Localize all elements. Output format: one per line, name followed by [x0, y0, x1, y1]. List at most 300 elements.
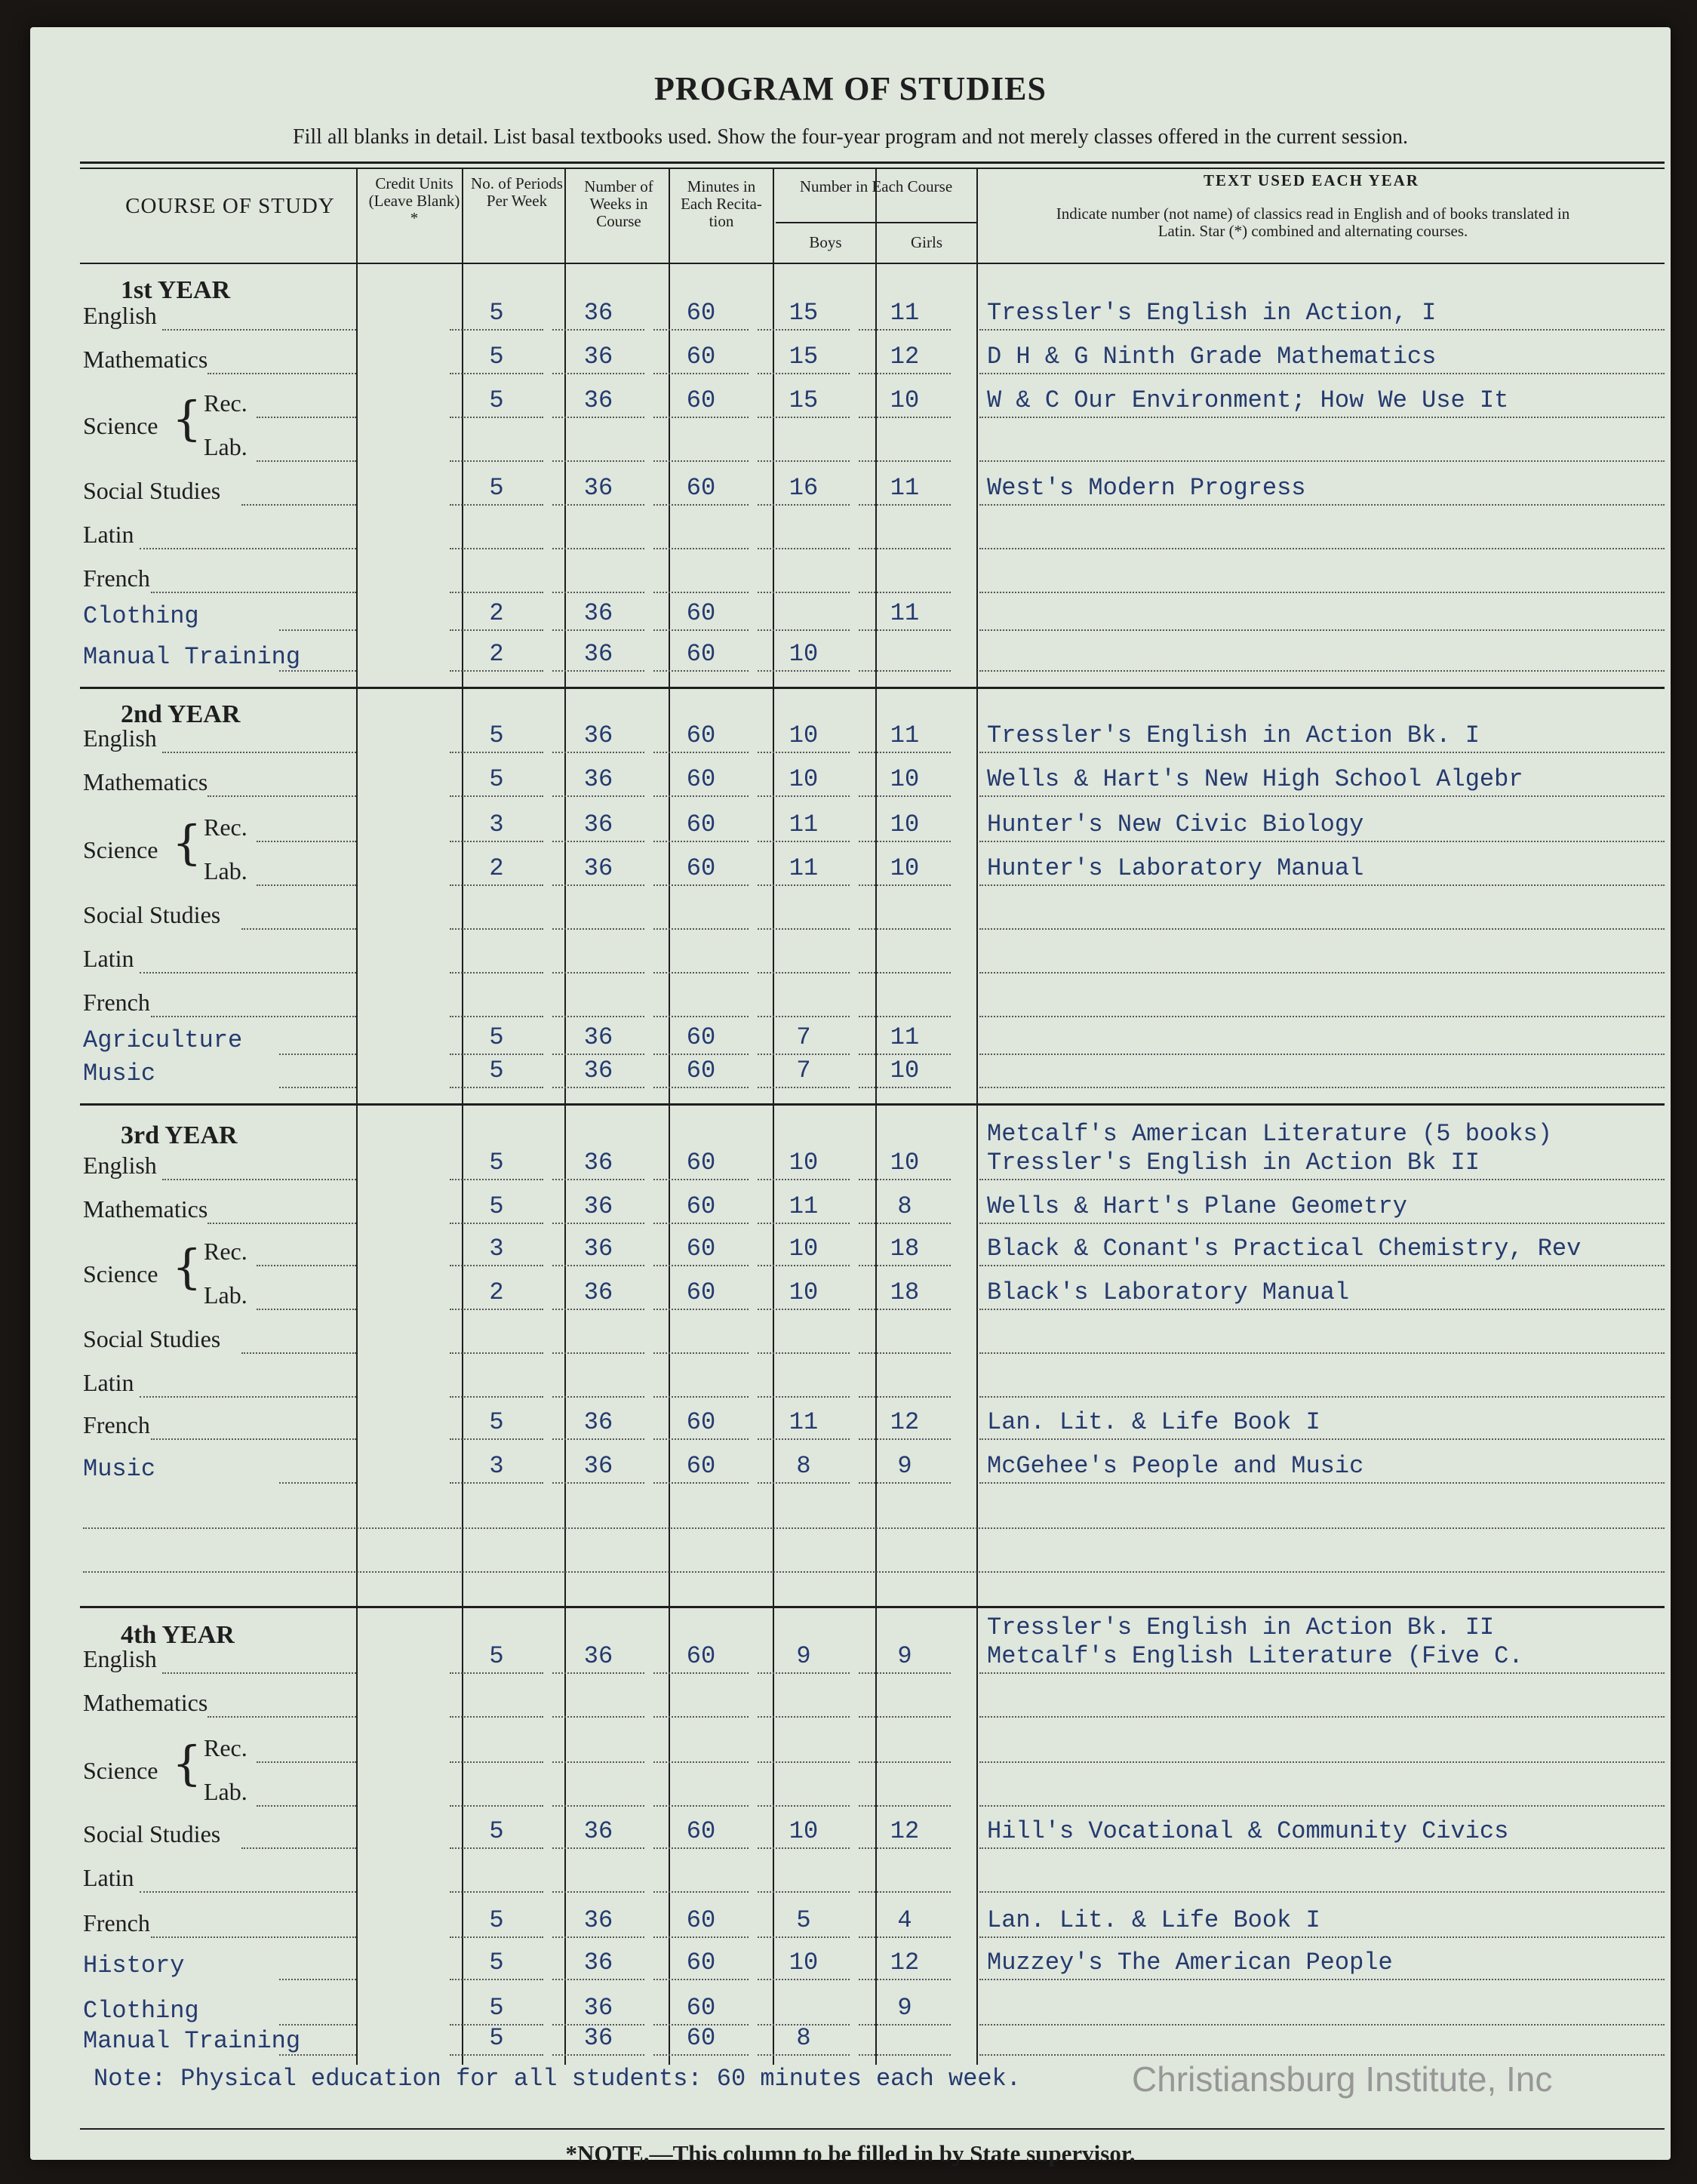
- cell-boys: 10: [789, 1817, 819, 1845]
- cell-boys: 10: [789, 765, 819, 793]
- text-used: Lan. Lit. & Life Book I: [987, 1408, 1320, 1436]
- cell-leader: [859, 373, 951, 374]
- subject-leader: [279, 1979, 356, 1980]
- cell-leader: [552, 884, 644, 886]
- subject-leader: [257, 841, 356, 842]
- subject-leader: [279, 670, 356, 672]
- subject-label: Lab.: [204, 857, 247, 884]
- cell-leader: [758, 1054, 850, 1055]
- subject-label: Mathematics: [83, 1689, 208, 1716]
- cell-leader: [450, 795, 543, 797]
- cell-periods: 5: [489, 474, 504, 502]
- cell-minutes: 60: [686, 1023, 716, 1051]
- cell-girls: 11: [890, 721, 920, 749]
- cell-leader: [758, 752, 850, 753]
- cell-boys: 11: [789, 811, 819, 838]
- cell-leader: [653, 795, 749, 797]
- cell-leader: [653, 884, 749, 886]
- subject-label: Mathematics: [83, 768, 208, 795]
- cell-leader: [859, 329, 951, 331]
- cell-leader: [552, 1716, 644, 1718]
- cell-boys: 8: [796, 1452, 811, 1480]
- science-label: Science: [83, 1260, 158, 1287]
- cell-leader: [450, 2054, 543, 2056]
- cell-leader: [859, 1936, 951, 1938]
- cell-boys: 7: [796, 1057, 811, 1084]
- text-leader: [979, 1847, 1665, 1849]
- column-rule: [875, 168, 877, 2065]
- text-leader: [979, 752, 1665, 753]
- cell-leader: [653, 1482, 749, 1484]
- subject-label: Social Studies: [83, 1325, 221, 1352]
- text-used: Wells & Hart's Plane Geometry: [987, 1192, 1407, 1220]
- cell-weeks: 36: [583, 1949, 613, 1976]
- text-leader: [979, 972, 1665, 974]
- subject-label: Rec.: [204, 1734, 247, 1761]
- brace: {: [172, 391, 202, 446]
- cell-weeks: 36: [583, 1235, 613, 1263]
- cell-leader: [653, 1438, 749, 1440]
- text-used: Hunter's New Civic Biology: [987, 811, 1364, 838]
- cell-leader: [552, 1847, 644, 1849]
- cell-leader: [552, 329, 644, 331]
- header-number-each: Number in Each Course: [799, 177, 953, 195]
- cell-leader: [653, 592, 749, 593]
- text-leader: [979, 1396, 1665, 1398]
- cell-periods: 2: [489, 640, 504, 668]
- cell-leader: [758, 928, 850, 930]
- subject-label: Rec.: [204, 814, 247, 841]
- cell-leader: [859, 592, 951, 593]
- cell-leader: [758, 1438, 850, 1440]
- cell-leader: [758, 1891, 850, 1893]
- cell-leader: [859, 1891, 951, 1893]
- subject-label: Manual Training: [83, 643, 301, 671]
- cell-leader: [758, 1847, 850, 1849]
- text-leader: [979, 1179, 1665, 1180]
- cell-periods: 3: [489, 1235, 504, 1263]
- subject-leader: [257, 884, 356, 886]
- text-leader: [979, 1352, 1665, 1354]
- subject-label: Lab.: [204, 433, 247, 460]
- subject-leader: [279, 2024, 356, 2026]
- cell-leader: [450, 1309, 543, 1310]
- cell-leader: [450, 928, 543, 930]
- cell-weeks: 36: [583, 854, 613, 882]
- cell-leader: [552, 1805, 644, 1807]
- cell-leader: [653, 841, 749, 842]
- cell-leader: [450, 1223, 543, 1224]
- cell-boys: 5: [796, 1906, 811, 1934]
- cell-minutes: 60: [686, 1949, 716, 1976]
- cell-minutes: 60: [686, 854, 716, 882]
- cell-leader: [859, 2054, 951, 2056]
- cell-weeks: 36: [583, 1994, 613, 2022]
- cell-minutes: 60: [686, 1906, 716, 1934]
- subject-label: History: [83, 1952, 185, 1979]
- cell-leader: [758, 884, 850, 886]
- subject-leader: [208, 373, 356, 374]
- text-leader: [979, 795, 1665, 797]
- cell-leader: [758, 1716, 850, 1718]
- cell-leader: [758, 504, 850, 506]
- cell-weeks: 36: [583, 811, 613, 838]
- cell-minutes: 60: [686, 299, 716, 327]
- blank-row-leader: [83, 1571, 1665, 1573]
- science-label: Science: [83, 1757, 158, 1784]
- cell-weeks: 36: [583, 386, 613, 414]
- science-label: Science: [83, 412, 158, 439]
- cell-periods: 3: [489, 1452, 504, 1480]
- text-used: Tressler's English in Action Bk II: [987, 1149, 1480, 1177]
- typed-note: Note: Physical education for all students: 60 minutes each week.: [94, 2065, 1021, 2093]
- subject-label: Lab.: [204, 1281, 247, 1309]
- page-title: PROGRAM OF STUDIES: [654, 70, 1047, 107]
- cell-leader: [552, 1761, 644, 1763]
- cell-leader: [859, 972, 951, 974]
- subject-leader: [257, 1805, 356, 1807]
- text-leader: [979, 670, 1665, 672]
- cell-periods: 2: [489, 1278, 504, 1306]
- cell-girls: 11: [890, 299, 920, 327]
- year-divider: [80, 687, 1665, 689]
- cell-weeks: 36: [583, 299, 613, 327]
- cell-leader: [450, 752, 543, 753]
- cell-girls: 10: [890, 1149, 920, 1177]
- text-used: Metcalf's English Literature (Five C.: [987, 1642, 1523, 1670]
- cell-minutes: 60: [686, 1057, 716, 1084]
- cell-leader: [859, 1482, 951, 1484]
- subject-label: Mathematics: [83, 1195, 208, 1223]
- cell-girls: 9: [897, 1452, 912, 1480]
- subject-label: English: [83, 302, 157, 329]
- cell-leader: [653, 1891, 749, 1893]
- subject-leader: [151, 1438, 356, 1440]
- cell-leader: [552, 2054, 644, 2056]
- cell-boys: 15: [789, 299, 819, 327]
- cell-leader: [758, 1309, 850, 1310]
- cell-leader: [450, 1847, 543, 1849]
- cell-leader: [653, 2054, 749, 2056]
- cell-leader: [859, 1979, 951, 1980]
- cell-weeks: 36: [583, 1057, 613, 1084]
- subject-label: Social Studies: [83, 901, 221, 928]
- cell-leader: [758, 460, 850, 462]
- cell-boys: 10: [789, 640, 819, 668]
- cell-minutes: 60: [686, 811, 716, 838]
- subject-label: Latin: [83, 945, 134, 972]
- cell-leader: [859, 1847, 951, 1849]
- cell-leader: [653, 1309, 749, 1310]
- text-leader: [979, 1716, 1665, 1718]
- cell-leader: [653, 1672, 749, 1674]
- subject-label: Rec.: [204, 389, 247, 417]
- text-leader: [979, 1891, 1665, 1893]
- cell-leader: [552, 504, 644, 506]
- cell-leader: [758, 972, 850, 974]
- cell-leader: [552, 417, 644, 418]
- cell-leader: [450, 972, 543, 974]
- cell-leader: [653, 1016, 749, 1017]
- cell-leader: [758, 1936, 850, 1938]
- cell-leader: [653, 752, 749, 753]
- cell-leader: [653, 373, 749, 374]
- cell-leader: [450, 1891, 543, 1893]
- cell-leader: [450, 1087, 543, 1088]
- cell-periods: 5: [489, 765, 504, 793]
- cell-leader: [450, 1936, 543, 1938]
- cell-leader: [758, 1761, 850, 1763]
- cell-leader: [653, 548, 749, 549]
- subject-leader: [162, 752, 356, 753]
- subject-label: Manual Training: [83, 2027, 301, 2055]
- cell-leader: [758, 1482, 850, 1484]
- top-rule-thin: [80, 168, 1665, 169]
- cell-weeks: 36: [583, 599, 613, 627]
- cell-weeks: 36: [583, 1906, 613, 1934]
- text-leader: [979, 548, 1665, 549]
- cell-leader: [653, 1979, 749, 1980]
- text-leader: [979, 1087, 1665, 1088]
- subject-leader: [162, 1179, 356, 1180]
- science-label: Science: [83, 836, 158, 863]
- instructions: Fill all blanks in detail. List basal textbooks used. Show the four-year program and not merely classes offered in the current session.: [293, 125, 1408, 149]
- subject-label: Social Studies: [83, 1820, 221, 1847]
- cell-leader: [450, 1672, 543, 1674]
- subject-leader: [241, 928, 356, 930]
- cell-leader: [758, 2054, 850, 2056]
- cell-leader: [859, 884, 951, 886]
- subject-leader: [208, 1716, 356, 1718]
- cell-girls: 10: [890, 765, 920, 793]
- subject-label: Mathematics: [83, 346, 208, 373]
- watermark: Christiansburg Institute, Inc: [1132, 2059, 1553, 2099]
- cell-leader: [450, 841, 543, 842]
- subject-label: French: [83, 564, 150, 592]
- column-rule: [669, 168, 670, 2065]
- cell-leader: [450, 1438, 543, 1440]
- cell-leader: [552, 1054, 644, 1055]
- subject-label: French: [83, 989, 150, 1016]
- cell-minutes: 60: [686, 1408, 716, 1436]
- cell-leader: [653, 1352, 749, 1354]
- cell-leader: [859, 670, 951, 672]
- header-text-used: TEXT USED EACH YEAR: [1204, 171, 1419, 189]
- column-rule: [356, 168, 358, 2065]
- subject-label: Music: [83, 1060, 156, 1087]
- cell-boys: 11: [789, 854, 819, 882]
- text-leader: [979, 373, 1665, 374]
- cell-boys: 9: [796, 1642, 811, 1670]
- subject-leader: [140, 1396, 356, 1398]
- cell-leader: [450, 1716, 543, 1718]
- brace: {: [172, 1736, 202, 1791]
- subject-label: Clothing: [83, 1997, 199, 2025]
- cell-leader: [859, 629, 951, 631]
- cell-leader: [653, 972, 749, 974]
- subject-leader: [279, 1054, 356, 1055]
- cell-weeks: 36: [583, 640, 613, 668]
- subject-leader: [241, 1352, 356, 1354]
- cell-minutes: 60: [686, 1192, 716, 1220]
- cell-weeks: 36: [583, 1149, 613, 1177]
- text-used: D H & G Ninth Grade Mathematics: [987, 343, 1437, 371]
- subject-label: Music: [83, 1455, 156, 1483]
- cell-leader: [758, 548, 850, 549]
- text-leader: [979, 504, 1665, 506]
- cell-leader: [552, 1309, 644, 1310]
- cell-leader: [859, 1265, 951, 1266]
- cell-leader: [552, 1396, 644, 1398]
- cell-leader: [758, 1223, 850, 1224]
- subject-label: Latin: [83, 1369, 134, 1396]
- subject-label: Latin: [83, 1864, 134, 1891]
- subject-label: Lab.: [204, 1778, 247, 1805]
- cell-girls: 8: [897, 1192, 912, 1220]
- cell-leader: [552, 1979, 644, 1980]
- text-leader: [979, 1936, 1665, 1938]
- cell-leader: [653, 1716, 749, 1718]
- subject-label: Social Studies: [83, 477, 221, 504]
- cell-periods: 5: [489, 1994, 504, 2022]
- cell-girls: 9: [897, 1994, 912, 2022]
- text-used: Black & Conant's Practical Chemistry, Rev: [987, 1235, 1582, 1263]
- cell-leader: [653, 670, 749, 672]
- cell-periods: 5: [489, 1906, 504, 1934]
- text-leader: [979, 1672, 1665, 1674]
- cell-leader: [450, 417, 543, 418]
- text-leader: [979, 329, 1665, 331]
- year-divider: [80, 1606, 1665, 1608]
- bottom-rule: [80, 2128, 1665, 2130]
- cell-leader: [450, 1016, 543, 1017]
- subject-label: French: [83, 1909, 150, 1936]
- text-leader: [979, 2024, 1665, 2026]
- cell-weeks: 36: [583, 1192, 613, 1220]
- cell-minutes: 60: [686, 386, 716, 414]
- subject-leader: [279, 2054, 356, 2056]
- text-leader: [979, 1016, 1665, 1017]
- cell-minutes: 60: [686, 343, 716, 371]
- cell-leader: [653, 329, 749, 331]
- cell-leader: [758, 1265, 850, 1266]
- cell-minutes: 60: [686, 474, 716, 502]
- text-leader: [979, 1761, 1665, 1763]
- subject-leader: [279, 1482, 356, 1484]
- cell-leader: [450, 329, 543, 331]
- cell-leader: [653, 504, 749, 506]
- text-used: McGehee's People and Music: [987, 1452, 1364, 1480]
- cell-periods: 2: [489, 599, 504, 627]
- header-boys: Boys: [809, 233, 842, 251]
- cell-weeks: 36: [583, 474, 613, 502]
- cell-leader: [653, 460, 749, 462]
- subject-leader: [241, 1847, 356, 1849]
- cell-leader: [552, 1223, 644, 1224]
- subject-label: English: [83, 724, 157, 752]
- cell-periods: 5: [489, 1023, 504, 1051]
- cell-boys: 7: [796, 1023, 811, 1051]
- cell-leader: [552, 1482, 644, 1484]
- cell-girls: 18: [890, 1235, 920, 1263]
- text-leader: [979, 592, 1665, 593]
- cell-leader: [450, 1179, 543, 1180]
- cell-leader: [859, 928, 951, 930]
- cell-leader: [758, 1179, 850, 1180]
- cell-leader: [552, 670, 644, 672]
- cell-girls: 12: [890, 1949, 920, 1976]
- blank-row-leader: [83, 1527, 1665, 1529]
- cell-leader: [450, 1805, 543, 1807]
- subject-label: French: [83, 1411, 150, 1438]
- cell-leader: [758, 629, 850, 631]
- cell-boys: 11: [789, 1408, 819, 1436]
- cell-leader: [450, 1054, 543, 1055]
- brace: {: [172, 1239, 202, 1294]
- cell-girls: 9: [897, 1642, 912, 1670]
- text-used: West's Modern Progress: [987, 474, 1306, 502]
- text-used: Lan. Lit. & Life Book I: [987, 1906, 1320, 1934]
- text-leader: [979, 1482, 1665, 1484]
- year-heading: 2nd YEAR: [121, 700, 241, 728]
- cell-periods: 5: [489, 2024, 504, 2052]
- cell-leader: [758, 1352, 850, 1354]
- cell-leader: [859, 841, 951, 842]
- cell-leader: [859, 752, 951, 753]
- cell-leader: [653, 1396, 749, 1398]
- cell-leader: [758, 1396, 850, 1398]
- cell-leader: [450, 884, 543, 886]
- cell-weeks: 36: [583, 721, 613, 749]
- cell-weeks: 36: [583, 1452, 613, 1480]
- subject-label: English: [83, 1152, 157, 1179]
- cell-leader: [552, 1438, 644, 1440]
- header-girls: Girls: [911, 233, 942, 251]
- cell-minutes: 60: [686, 1278, 716, 1306]
- text-used: Hill's Vocational & Community Civics: [987, 1817, 1509, 1845]
- brace: {: [172, 815, 202, 870]
- text-leader: [979, 460, 1665, 462]
- cell-minutes: 60: [686, 765, 716, 793]
- cell-leader: [859, 1716, 951, 1718]
- cell-leader: [859, 1223, 951, 1224]
- cell-leader: [859, 1087, 951, 1088]
- cell-leader: [859, 1396, 951, 1398]
- cell-leader: [450, 1761, 543, 1763]
- cell-leader: [552, 928, 644, 930]
- subject-leader: [140, 548, 356, 549]
- cell-boys: 10: [789, 1949, 819, 1976]
- text-leader: [979, 1309, 1665, 1310]
- cell-minutes: 60: [686, 1642, 716, 1670]
- cell-weeks: 36: [583, 1278, 613, 1306]
- cell-leader: [653, 629, 749, 631]
- cell-leader: [859, 1179, 951, 1180]
- year-heading: 1st YEAR: [121, 276, 231, 304]
- cell-periods: 5: [489, 1817, 504, 1845]
- top-rule: [80, 161, 1665, 164]
- cell-leader: [859, 2024, 951, 2026]
- cell-leader: [450, 1979, 543, 1980]
- cell-leader: [552, 841, 644, 842]
- cell-periods: 2: [489, 854, 504, 882]
- subject-label: English: [83, 1645, 157, 1672]
- header-bottom-rule: [80, 263, 1665, 264]
- cell-leader: [859, 1016, 951, 1017]
- cell-boys: 10: [789, 1149, 819, 1177]
- text-leader: [979, 1805, 1665, 1807]
- cell-periods: 5: [489, 1408, 504, 1436]
